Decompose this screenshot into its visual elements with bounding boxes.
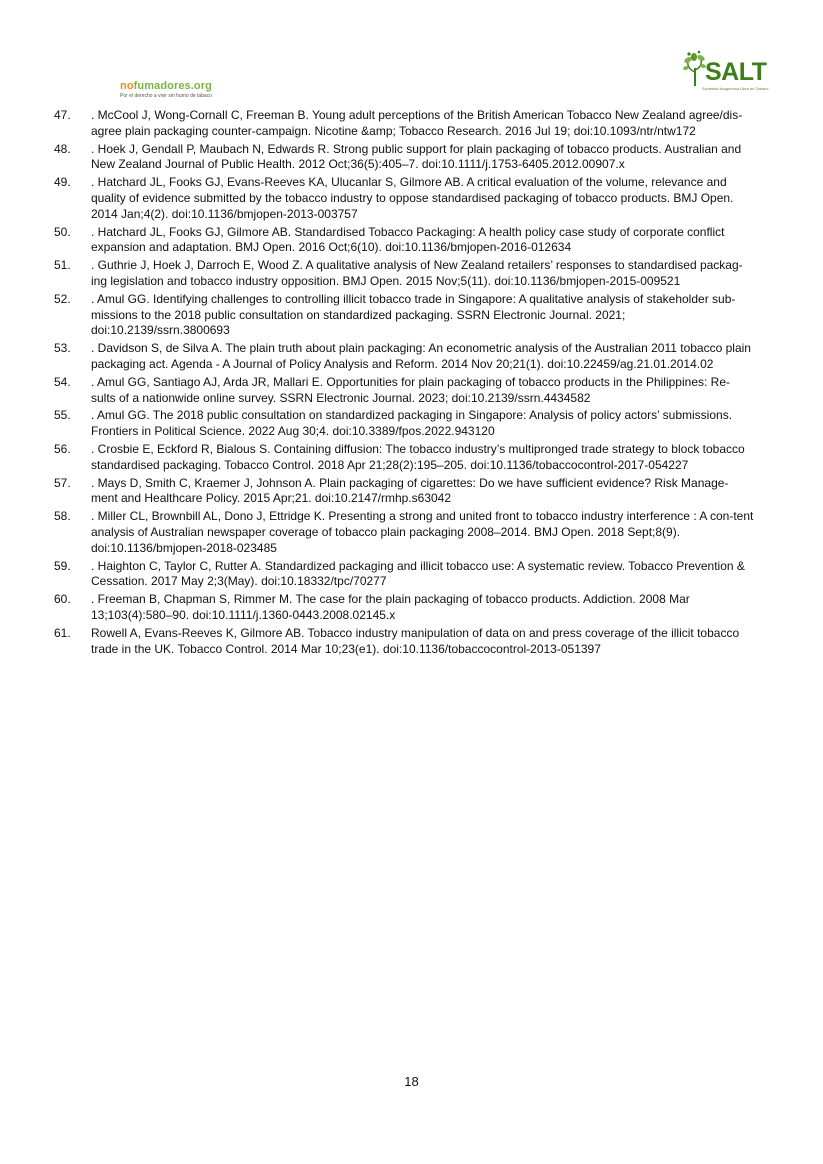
- nofumadores-wordmark: [120, 80, 250, 92]
- brand-rest: fumadores.org: [133, 80, 212, 92]
- reference-text: . Guthrie J, Hoek J, Darroch E, Wood Z. A qualitative analysis of New Zealand retailers’ responses to standardised packag-ing legislation and tobacco industry opposition. BMJ Open. 2015 Nov;5(11). doi:10.1136/bmjopen-2015-009521: [91, 258, 743, 288]
- reference-item: [54, 258, 754, 290]
- reference-number: 59.: [54, 558, 71, 573]
- reference-item: [54, 375, 754, 407]
- reference-text: . Mays D, Smith C, Kraemer J, Johnson A. Plain packaging of cigarettes: Do we have sufficient evidence? Risk Manage-ment and Healthcare Policy. 2015 Apr;21. doi:10.2147/rmhp.s63042: [91, 475, 729, 506]
- reference-number: 47.: [54, 108, 71, 122]
- salt-wordmark: SALT: [705, 58, 767, 86]
- reference-text: . Freeman B, Chapman S, Rimmer M. The case for the plain packaging of tobacco products. Addiction. 2008 Mar 13;103(4):580–90. doi:10.1111/j.1360-0443.2008.02145.x: [91, 592, 690, 622]
- reference-number: 54.: [54, 374, 71, 389]
- salt-logo: [682, 48, 782, 96]
- reference-text: . Haighton C, Taylor C, Rutter A. Standardized packaging and illicit tobacco use: A systematic review. Tobacco Prevention & Cessation. 2017 May 2;3(May). doi:10.18332/tpc/70277: [91, 558, 745, 589]
- reference-list: [54, 108, 754, 659]
- reference-number: 58.: [54, 509, 71, 524]
- reference-item: [54, 476, 754, 508]
- reference-item: [54, 626, 754, 658]
- reference-number: 52.: [54, 291, 71, 306]
- reference-item: [54, 341, 754, 373]
- reference-item: [54, 292, 754, 339]
- reference-text: . Amul GG. The 2018 public consultation on standardized packaging in Singapore: Analysis of policy actors’ submissions. Frontiers in Political Science. 2022 Aug 30;4. doi:10.3389/fpos.2022.943120: [91, 408, 733, 439]
- reference-text: . Hatchard JL, Fooks GJ, Gilmore AB. Standardised Tobacco Packaging: A health policy case study of corporate conflict expansion and adaptation. BMJ Open. 2016 Oct;6(10). doi:10.1136/bmjopen-2016-012634: [91, 224, 725, 255]
- reference-number: 51.: [54, 258, 71, 273]
- reference-text: . Amul GG. Identifying challenges to controlling illicit tobacco trade in Singapore: A qualitative analysis of stakeholder sub-missions to the 2018 public consultation on standardized packaging. SSRN Electronic Journal. 2021; doi:10.2139/ssrn.3800693: [91, 291, 736, 338]
- reference-item: [54, 142, 754, 174]
- salt-subtitle: Sociedad Aragonesa Libre de Tabaco: [702, 86, 769, 91]
- reference-item: [54, 559, 754, 591]
- reference-text: . Miller CL, Brownbill AL, Dono J, Ettridge K. Presenting a strong and united front to tobacco industry interference : A con-tent analysis of Australian newspaper coverage of tobacco plain packaging 2008–2014. BMJ Open. 2018 Sept;8(9). doi:10.1136/bmjopen-2018-023485: [91, 509, 754, 555]
- reference-text: . Amul GG, Santiago AJ, Arda JR, Mallari E. Opportunities for plain packaging of tobacco products in the Philippines: Re-sults of a nationwide online survey. SSRN Electronic Journal. 2023; doi:10.2139/ssrn.4434582: [91, 374, 730, 405]
- reference-item: [54, 175, 754, 222]
- reference-text: . Davidson S, de Silva A. The plain truth about plain packaging: An econometric analysis of the Australian 2011 tobacco plain packaging act. Agenda - A Journal of Policy Analysis and Reform. 2014 Nov 20;21(1). doi:10.22459/ag.21.01.2014.02: [91, 341, 751, 371]
- nofumadores-logo: [120, 80, 250, 99]
- reference-text: Rowell A, Evans-Reeves K, Gilmore AB. Tobacco industry manipulation of data on and press coverage of the illicit tobacco trade in the UK. Tobacco Control. 2014 Mar 10;23(e1). doi:10.1136/tobaccocontrol-2013-051397: [91, 625, 740, 656]
- reference-number: 48.: [54, 141, 71, 156]
- brand-prefix: no: [120, 80, 134, 92]
- reference-text: . Hoek J, Gendall P, Maubach N, Edwards R. Strong public support for plain packaging of tobacco products. Australian and New Zealand Journal of Public Health. 2012 Oct;36(5):405–7. doi:10.1111/j.1753-6405.2012.00907.x: [91, 141, 742, 172]
- reference-item: [54, 509, 754, 556]
- reference-item: [54, 225, 754, 257]
- reference-number: 56.: [54, 441, 71, 456]
- reference-item: [54, 442, 754, 474]
- reference-item: [54, 592, 754, 624]
- reference-number: 61.: [54, 625, 71, 640]
- reference-number: 60.: [54, 592, 71, 607]
- reference-text: . Hatchard JL, Fooks GJ, Evans-Reeves KA, Ulucanlar S, Gilmore AB. A critical evaluation of the volume, relevance and quality of evidence submitted by the tobacco industry to oppose standardised packaging of tobacco products. BMJ Open. 2014 Jan;4(2). doi:10.1136/bmjopen-2013-003757: [91, 175, 734, 221]
- page-number: 18: [404, 1074, 419, 1089]
- reference-number: 49.: [54, 175, 71, 190]
- nofumadores-tagline: Por el derecho a vivir sin humo de tabaco: [120, 93, 212, 99]
- reference-text: . McCool J, Wong-Cornall C, Freeman B. Young adult perceptions of the British American Tobacco New Zealand agree/dis-agree plain packaging counter-campaign. Nicotine &amp; Tobacco Research. 2016 Jul 19; doi:10.1093/ntr/ntw172: [91, 108, 743, 138]
- reference-item: [54, 408, 754, 440]
- reference-number: 55.: [54, 408, 71, 423]
- reference-number: 50.: [54, 224, 71, 239]
- reference-text: . Crosbie E, Eckford R, Bialous S. Containing diffusion: The tobacco industry’s multipronged trade strategy to block tobacco standardised packaging. Tobacco Control. 2018 Apr 21;28(2):195–205. doi:10.1136/tobaccocontrol-2017-054227: [91, 441, 745, 472]
- reference-number: 57.: [54, 475, 71, 490]
- reference-item: [54, 108, 754, 140]
- reference-number: 53.: [54, 341, 71, 356]
